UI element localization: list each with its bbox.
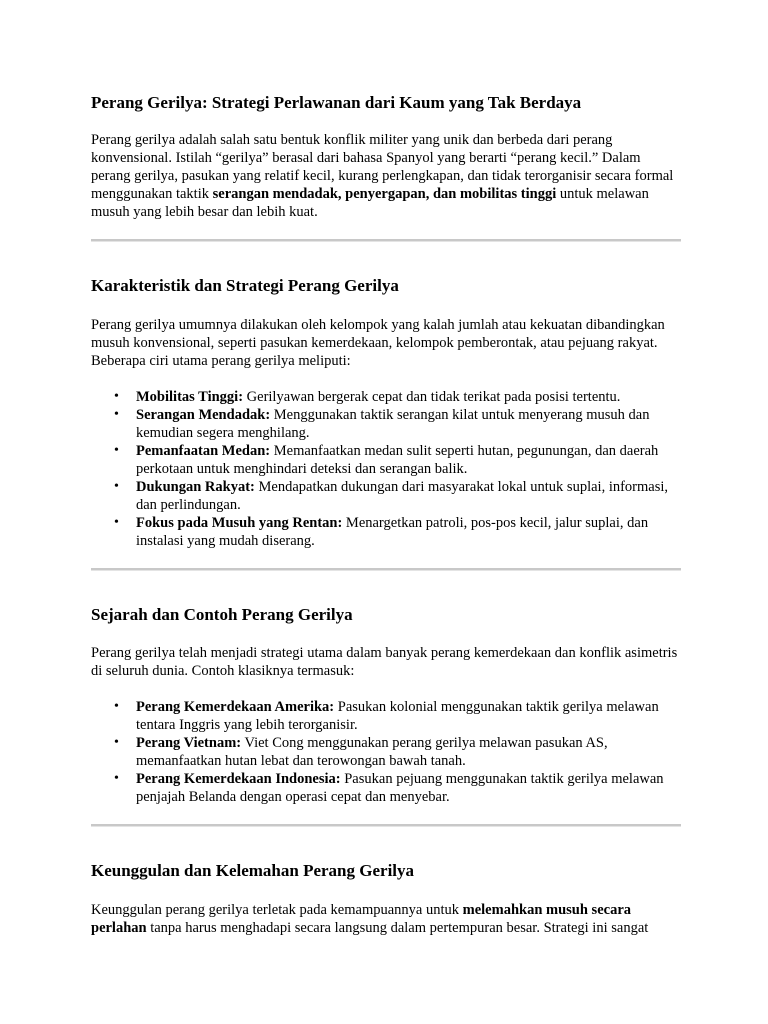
characteristics-list xyxy=(91,388,681,550)
list-item-term: Dukungan Rakyat: xyxy=(136,479,255,495)
section-paragraph: Perang gerilya umumnya dilakukan oleh kelompok yang kalah jumlah atau kekuatan dibandingkan musuh konvensional, seperti pasukan kemerdekaan, kelompok pemberontak, atau pejuang rakyat. Beberapa ciri utama perang gerilya meliputi: xyxy=(91,317,665,369)
list-item-term: Serangan Mendadak: xyxy=(136,407,271,423)
list-item xyxy=(114,734,681,770)
list-item-text: Gerilyawan bergerak cepat dan tidak terikat pada posisi tertentu. xyxy=(243,389,621,405)
section-paragraph xyxy=(91,901,681,937)
list-item xyxy=(114,442,681,478)
list-item-term: Pemanfaatan Medan: xyxy=(136,443,271,459)
section-heading: Perang Gerilya: Strategi Perlawanan dari Kaum yang Tak Berdaya xyxy=(91,93,582,112)
section-paragraph: Perang gerilya telah menjadi strategi utama dalam banyak perang kemerdekaan dan konflik asimetris di seluruh dunia. Contoh klasiknya termasuk: xyxy=(91,645,678,679)
bullet-icon: • xyxy=(114,515,119,530)
bullet-icon: • xyxy=(114,771,119,786)
list-item xyxy=(114,406,681,442)
section-advantages xyxy=(91,860,681,937)
bullet-icon: • xyxy=(114,443,119,458)
list-item xyxy=(114,770,681,806)
paragraph-text: tanpa harus menghadapi secara langsung dalam pertempuran besar. Strategi ini sangat xyxy=(146,920,649,936)
section-characteristics xyxy=(91,275,681,571)
list-item-text: Memanfaatkan medan sulit seperti hutan, pegunungan, dan daerah perkotaan untuk menghindari deteksi dan serangan balik. xyxy=(136,443,659,477)
list-item-term: Mobilitas Tinggi: xyxy=(136,389,244,405)
list-item xyxy=(114,514,681,550)
bullet-icon: • xyxy=(114,407,119,422)
document-content xyxy=(91,82,681,937)
section-divider xyxy=(91,568,681,571)
bullet-icon: • xyxy=(114,735,119,750)
list-item-text: Viet Cong menggunakan perang gerilya melawan pasukan AS, memanfaatkan hutan lebat dan terowongan bawah tanah. xyxy=(136,735,608,769)
paragraph-text: Keunggulan perang gerilya terletak pada kemampuannya untuk xyxy=(91,902,463,918)
section-history xyxy=(91,604,681,827)
section-divider xyxy=(91,239,681,242)
paragraph-bold-text: melemahkan musuh secara perlahan xyxy=(91,902,632,936)
list-item xyxy=(114,698,681,734)
paragraph-bold-text: serangan mendadak, penyergapan, dan mobilitas tinggi xyxy=(212,186,557,202)
list-item-term: Fokus pada Musuh yang Rentan: xyxy=(136,515,343,531)
section-divider xyxy=(91,824,681,827)
list-item-text: Pasukan pejuang menggunakan taktik gerilya melawan penjajah Belanda dengan operasi cepat dan menyebar. xyxy=(136,771,664,805)
list-item-term: Perang Kemerdekaan Amerika: xyxy=(136,699,335,715)
list-item xyxy=(114,478,681,514)
section-heading: Keunggulan dan Kelemahan Perang Gerilya xyxy=(91,861,415,880)
list-item-text: Mendapatkan dukungan dari masyarakat lokal untuk suplai, informasi, dan perlindungan. xyxy=(136,479,669,513)
list-item-term: Perang Kemerdekaan Indonesia: xyxy=(136,771,341,787)
bullet-icon: • xyxy=(114,479,119,494)
list-item-term: Perang Vietnam: xyxy=(136,735,242,751)
paragraph-text: untuk melawan musuh yang lebih besar dan lebih kuat. xyxy=(91,186,649,220)
section-heading: Karakteristik dan Strategi Perang Gerilya xyxy=(91,276,399,295)
section-paragraph xyxy=(91,131,681,221)
paragraph-text: Perang gerilya adalah salah satu bentuk konflik militer yang unik dan berbeda dari perang konvensional. Istilah “gerilya” berasal dari bahasa Spanyol yang berarti “perang kecil.” Dalam perang gerilya, pasukan yang relatif kecil, kurang perlengkapan, dan tidak terorganisir secara formal menggunakan taktik xyxy=(91,132,674,202)
examples-list xyxy=(91,698,681,806)
list-item xyxy=(114,388,681,406)
section-intro xyxy=(91,92,681,242)
bullet-icon: • xyxy=(114,699,119,714)
list-item-text: Menargetkan patroli, pos-pos kecil, jalur suplai, dan instalasi yang mudah diserang. xyxy=(136,515,649,549)
list-item-text: Pasukan kolonial menggunakan taktik gerilya melawan tentara Inggris yang lebih terorganisir. xyxy=(136,699,659,733)
bullet-icon: • xyxy=(114,389,119,404)
list-item-text: Menggunakan taktik serangan kilat untuk menyerang musuh dan kemudian segera menghilang. xyxy=(136,407,650,441)
section-heading: Sejarah dan Contoh Perang Gerilya xyxy=(91,605,353,624)
